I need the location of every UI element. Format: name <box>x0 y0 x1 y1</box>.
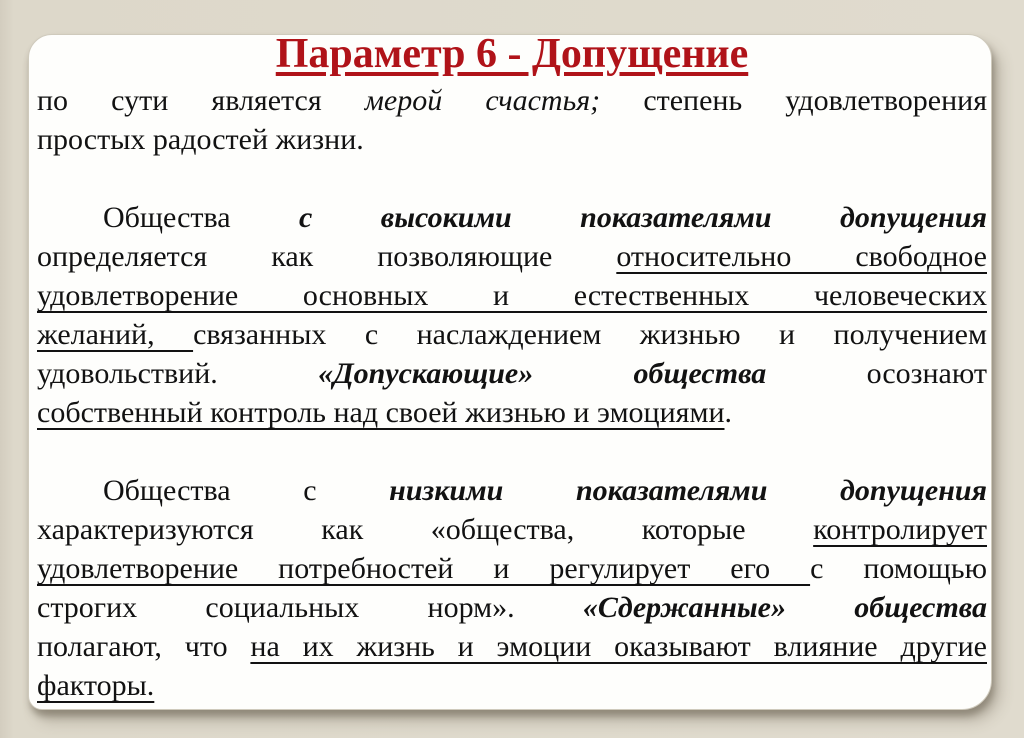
text-line <box>37 315 987 354</box>
text-segment: удовлетворение основных и естественных человеческих <box>37 279 987 312</box>
text-line <box>37 627 987 666</box>
text-segment: с помощью <box>810 552 987 585</box>
text-segment: контролирует <box>813 513 987 546</box>
text-line <box>37 588 987 627</box>
text-line <box>37 120 987 159</box>
text-segment: простых радостей жизни. <box>37 123 364 156</box>
text-line <box>37 510 987 549</box>
text-segment: «Допускающие» общества <box>318 357 767 390</box>
text-segment: Общества с <box>103 474 390 507</box>
text-segment: по сути является <box>37 84 365 117</box>
body-paragraph <box>37 81 987 159</box>
text-segment: собственный контроль над своей жизнью и эмоциями <box>37 396 725 429</box>
text-segment: осознают <box>766 357 987 390</box>
slide-title: Параметр 6 - Допущение <box>275 31 749 77</box>
text-segment: низкими показателями допущения <box>389 474 988 507</box>
text-segment: определяется как позволяющие <box>37 240 617 273</box>
text-line <box>37 276 987 315</box>
text-segment: желаний, <box>37 318 194 351</box>
text-segment: связанных с наслаждением жизнью и получением <box>193 318 987 351</box>
text-line <box>37 549 987 588</box>
slide-body-text <box>37 81 987 705</box>
text-segment: «Сдержанные» общества <box>582 591 987 624</box>
text-line <box>37 666 987 705</box>
text-line <box>37 471 987 510</box>
text-segment: . <box>724 396 732 429</box>
text-segment: характеризуются как «общества, которые <box>37 513 814 546</box>
text-segment: Общества <box>103 201 300 234</box>
text-line <box>37 237 987 276</box>
body-paragraph <box>37 198 987 432</box>
content-panel <box>28 31 992 710</box>
text-segment: мерой счастья; <box>364 84 644 117</box>
text-segment: полагают, что <box>37 630 251 663</box>
text-segment: степень удовлетворения <box>643 84 988 117</box>
text-segment: относительно свободное <box>616 240 987 273</box>
text-segment: удовольствий. <box>37 357 319 390</box>
text-line <box>37 81 987 120</box>
text-segment: строгих социальных норм». <box>37 591 583 624</box>
text-segment: с высокими показателями допущения <box>299 201 987 234</box>
text-line <box>37 354 987 393</box>
text-line <box>37 393 987 432</box>
text-line <box>37 198 987 237</box>
text-segment: удовлетворение потребностей и регулирует его <box>37 552 811 585</box>
body-paragraph <box>37 471 987 705</box>
text-segment: на их жизнь и эмоции оказывают влияние другие <box>250 630 987 663</box>
text-segment: факторы. <box>37 669 155 702</box>
